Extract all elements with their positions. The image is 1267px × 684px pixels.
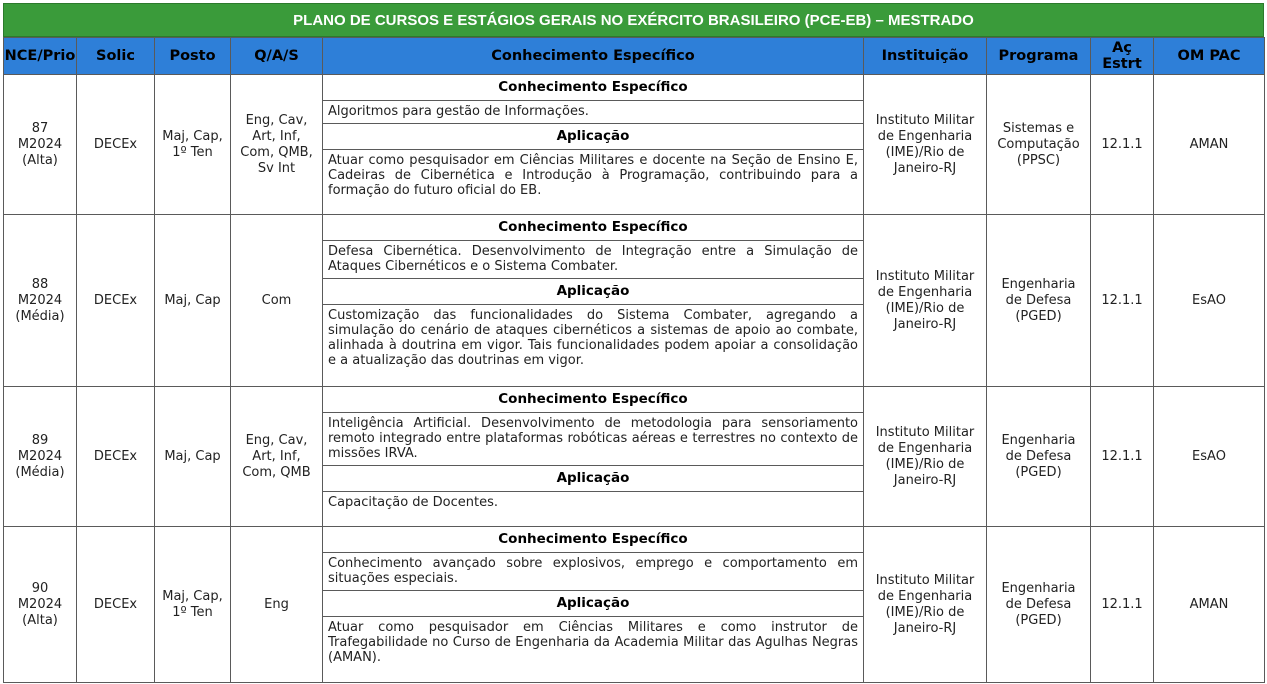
nce-code: M2024: [17, 448, 63, 464]
conhecimento-text: Conhecimento avançado sobre explosivos, emprego e comportamento em situações especiais.: [323, 553, 863, 591]
qas-cell: Eng: [231, 527, 323, 683]
header-conhecimento: Conhecimento Específico: [323, 38, 864, 75]
header-om-pac: OM PAC: [1154, 38, 1265, 75]
conhecimento-subheader: Conhecimento Específico: [323, 527, 863, 553]
conhecimento-text: Algoritmos para gestão de Informações.: [323, 101, 863, 124]
header-ac-estrt: Aç Estrt: [1091, 38, 1154, 75]
ac-estrt-cell: 12.1.1: [1091, 75, 1154, 215]
instituicao-cell: Instituto Militar de Engenharia (IME)/Rio de Janeiro-RJ: [864, 215, 987, 387]
posto-cell: Maj, Cap: [155, 387, 231, 527]
aplicacao-text: Capacitação de Docentes.: [328, 495, 499, 510]
om-pac-cell: EsAO: [1154, 215, 1265, 387]
programa-cell: Engenharia de Defesa (PGED): [987, 387, 1091, 527]
conhecimento-cell: [323, 387, 864, 527]
header-instituicao: Instituição: [864, 38, 987, 75]
nce-prio-cell: [4, 75, 77, 215]
solic-cell: DECEx: [77, 75, 155, 215]
priority-label: (Alta): [22, 612, 58, 628]
nce-code: M2024: [17, 596, 63, 612]
header-posto: Posto: [155, 38, 231, 75]
instituicao-cell: Instituto Militar de Engenharia (IME)/Rio de Janeiro-RJ: [864, 387, 987, 527]
header-programa: Programa: [987, 38, 1091, 75]
table-row: [4, 387, 1265, 527]
aplicacao-text: Atuar como pesquisador em Ciências Militares e docente na Seção de Ensino E, Cadeiras de Cibernética e Introdução à Programação, contribuindo para a formação do futuro oficial do EB.: [328, 153, 858, 198]
om-pac-cell: AMAN: [1154, 75, 1265, 215]
aplicacao-text: Atuar como pesquisador em Ciências Militares e como instrutor de Trafegabilidade no Curso de Engenharia da Academia Militar das Agulhas Negras (AMAN).: [328, 620, 858, 665]
nce-code: M2024: [17, 136, 63, 152]
instituicao-cell: Instituto Militar de Engenharia (IME)/Rio de Janeiro-RJ: [864, 75, 987, 215]
ac-estrt-cell: 12.1.1: [1091, 387, 1154, 527]
conhecimento-subheader: Conhecimento Específico: [323, 215, 863, 241]
aplicacao-subheader: Aplicação: [323, 279, 863, 305]
conhecimento-text: Inteligência Artificial. Desenvolvimento de metodologia para sensoriamento remoto integrado entre plataformas robóticas aéreas e terrestres no contexto de missões IRVA.: [323, 413, 863, 466]
header-qas: Q/A/S: [231, 38, 323, 75]
qas-cell: Com: [231, 215, 323, 387]
qas-cell: Eng, Cav, Art, Inf, Com, QMB: [231, 387, 323, 527]
solic-cell: DECEx: [77, 387, 155, 527]
qas-cell: Eng, Cav, Art, Inf, Com, QMB, Sv Int: [231, 75, 323, 215]
conhecimento-subheader: Conhecimento Específico: [323, 75, 863, 101]
aplicacao-subheader: Aplicação: [323, 591, 863, 617]
instituicao-cell: Instituto Militar de Engenharia (IME)/Rio de Janeiro-RJ: [864, 527, 987, 683]
aplicacao-subheader: Aplicação: [323, 124, 863, 150]
document-page: [3, 3, 1264, 683]
table-title: PLANO DE CURSOS E ESTÁGIOS GERAIS NO EXÉRCITO BRASILEIRO (PCE-EB) – MESTRADO: [3, 3, 1264, 37]
nce-number: 90: [31, 580, 49, 596]
posto-cell: Maj, Cap, 1º Ten: [155, 75, 231, 215]
nce-prio-cell: [4, 527, 77, 683]
ac-estrt-cell: 12.1.1: [1091, 527, 1154, 683]
courses-table: [3, 37, 1265, 683]
programa-cell: Engenharia de Defesa (PGED): [987, 527, 1091, 683]
conhecimento-cell: [323, 527, 864, 683]
aplicacao-text: Customização das funcionalidades do Sistema Combater, agregando a simulação do cenário de ataques cibernéticos a sistemas de apoio ao combate, alinhada à doutrina em vigor. Tais funcionalidades podem apoiar a consolidação e a atualização das doutrinas em vigor.: [328, 308, 858, 368]
programa-cell: Sistemas e Computação (PPSC): [987, 75, 1091, 215]
nce-code: M2024: [17, 292, 63, 308]
aplicacao-subheader: Aplicação: [323, 466, 863, 492]
om-pac-cell: EsAO: [1154, 387, 1265, 527]
priority-label: (Média): [15, 308, 65, 324]
header-row: [4, 38, 1265, 75]
nce-number: 88: [31, 276, 49, 292]
solic-cell: DECEx: [77, 215, 155, 387]
nce-number: 89: [31, 432, 49, 448]
table-row: [4, 75, 1265, 215]
conhecimento-cell: [323, 215, 864, 387]
header-nce-prio: NCE/Prio: [4, 38, 77, 75]
table-row: [4, 527, 1265, 683]
posto-cell: Maj, Cap: [155, 215, 231, 387]
nce-prio-cell: [4, 215, 77, 387]
posto-cell: Maj, Cap, 1º Ten: [155, 527, 231, 683]
header-solic: Solic: [77, 38, 155, 75]
om-pac-cell: AMAN: [1154, 527, 1265, 683]
conhecimento-text: Defesa Cibernética. Desenvolvimento de Integração entre a Simulação de Ataques Cibernéticos e o Sistema Combater.: [323, 241, 863, 279]
conhecimento-subheader: Conhecimento Específico: [323, 387, 863, 413]
ac-estrt-cell: 12.1.1: [1091, 215, 1154, 387]
nce-prio-cell: [4, 387, 77, 527]
nce-number: 87: [31, 120, 49, 136]
solic-cell: DECEx: [77, 527, 155, 683]
priority-label: (Alta): [22, 152, 58, 168]
programa-cell: Engenharia de Defesa (PGED): [987, 215, 1091, 387]
priority-label: (Média): [15, 464, 65, 480]
conhecimento-cell: [323, 75, 864, 215]
table-row: [4, 215, 1265, 387]
